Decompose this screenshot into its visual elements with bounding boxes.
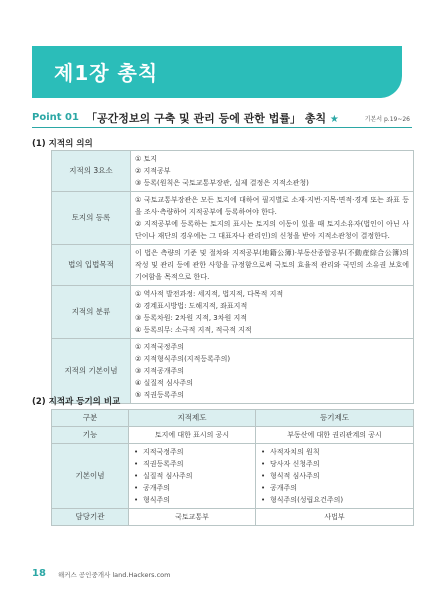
table-cell [129,444,256,509]
footer-text: 해커스 공인중개사 land.Hackers.com [58,571,171,579]
list-item: • 당사자 신청주의 [260,458,409,470]
cadastre-registry-comparison-table [51,409,414,526]
row-label: 토지의 등록 [52,192,131,245]
table-row [52,444,414,509]
row-content [131,339,414,404]
column-header: 구분 [52,410,129,427]
list-item: • 형식주의 [133,494,251,506]
row-content [131,151,414,192]
row-label: 기능 [52,427,129,444]
row-content [131,245,414,286]
list-item: ③ 등록(원칙은 국토교통부장관, 실제 결정은 지적소관청) [135,179,309,187]
list-item: • 형식주의(성립요건주의) [260,494,409,506]
list-item: • 공개주의 [260,482,409,494]
table-cell: 사법부 [256,509,414,526]
table-row [52,245,414,286]
list-item: ① 지적국정주의 [135,343,185,351]
table-cell: 부동산에 대한 권리관계의 공시 [256,427,414,444]
list-item: • 사적자치의 원칙 [260,446,409,458]
row-label: 담당기관 [52,509,129,526]
star-icon: ★ [329,114,339,125]
list-item: • 직권등록주의 [133,458,251,470]
list-item: ① 국토교통부장관은 모든 토지에 대하여 필지별로 소재·지번·지목·면적·경계 또는 좌표 등을 조사·측량하여 지적공부에 등록하여야 한다. [135,196,409,216]
table-row [52,427,414,444]
list-item: ② 지적공부에 등록하는 토지의 표시는 토지의 이동이 있을 때 토지소유자(법인이 아닌 사단이나 재단의 경우에는 그 대표자나 관리인)의 신청을 받아 지적소관청이 결정한다. [135,220,409,240]
list-item: • 공개주의 [133,482,251,494]
list-item: ② 경계표시방법: 도해지적, 좌표지적 [135,302,248,310]
point-label: Point 01 [32,112,79,123]
table-row [52,339,414,404]
list-item: ④ 등록의무: 소극적 지적, 적극적 지적 [135,326,252,334]
chapter-title: 제1장 총칙 [54,61,159,85]
page-number: 18 [32,568,46,579]
list-item: ⑤ 직권등록주의 [135,391,185,399]
list-item: • 실질적 심사주의 [133,470,251,482]
list-item: • 형식적 심사주의 [260,470,409,482]
table-row [52,509,414,526]
column-header: 등기제도 [256,410,414,427]
list-item: ① 토지 [135,155,158,163]
row-label: 기본이념 [52,444,129,509]
row-content [131,192,414,245]
list-item: • 지적국정주의 [133,446,251,458]
list-item: ① 역사적 발전과정: 세지적, 법지적, 다목적 지적 [135,290,284,298]
row-label: 지적의 분류 [52,286,131,339]
point-title [86,110,339,126]
list-item: ② 지적형식주의(지적등록주의) [135,355,231,363]
divider [32,127,412,128]
column-header: 지적제도 [129,410,256,427]
row-label: 법의 입법목적 [52,245,131,286]
table-row [52,286,414,339]
section-heading: (1) 지적의 의의 [32,139,93,149]
list-item: ② 지적공부 [135,167,171,175]
point-title-text: 「공간정보의 구축 및 관리 등에 관한 법률」 총칙 [86,112,327,125]
table-cell: 국토교통부 [129,509,256,526]
table-row [52,151,414,192]
textbook-reference: 기본서 p.19~26 [364,116,410,123]
row-content [131,286,414,339]
list-item: ③ 지적공개주의 [135,367,185,375]
row-label: 지적의 기본이념 [52,339,131,404]
list-item: ③ 등록차원: 2차원 지적, 3차원 지적 [135,314,248,322]
table-cell: 토지에 대한 표시의 공시 [129,427,256,444]
list-item: ④ 실질적 심사주의 [135,379,194,387]
cadastre-meaning-table [51,150,414,404]
list-item: 이 법은 측량의 기준 및 절차와 지적공부(地籍公簿)·부동산종합공부(不動産綜合公簿)의 작성 및 관리 등에 관한 사항을 규정함으로써 국토의 효율적 관리와 국민의 소유권 보호에 기여함을 목적으로 한다. [135,249,409,281]
table-cell [256,444,414,509]
table-header-row [52,410,414,427]
section-heading: (2) 지적과 등기의 비교 [32,397,121,407]
table-row [52,192,414,245]
row-label: 지적의 3요소 [52,151,131,192]
